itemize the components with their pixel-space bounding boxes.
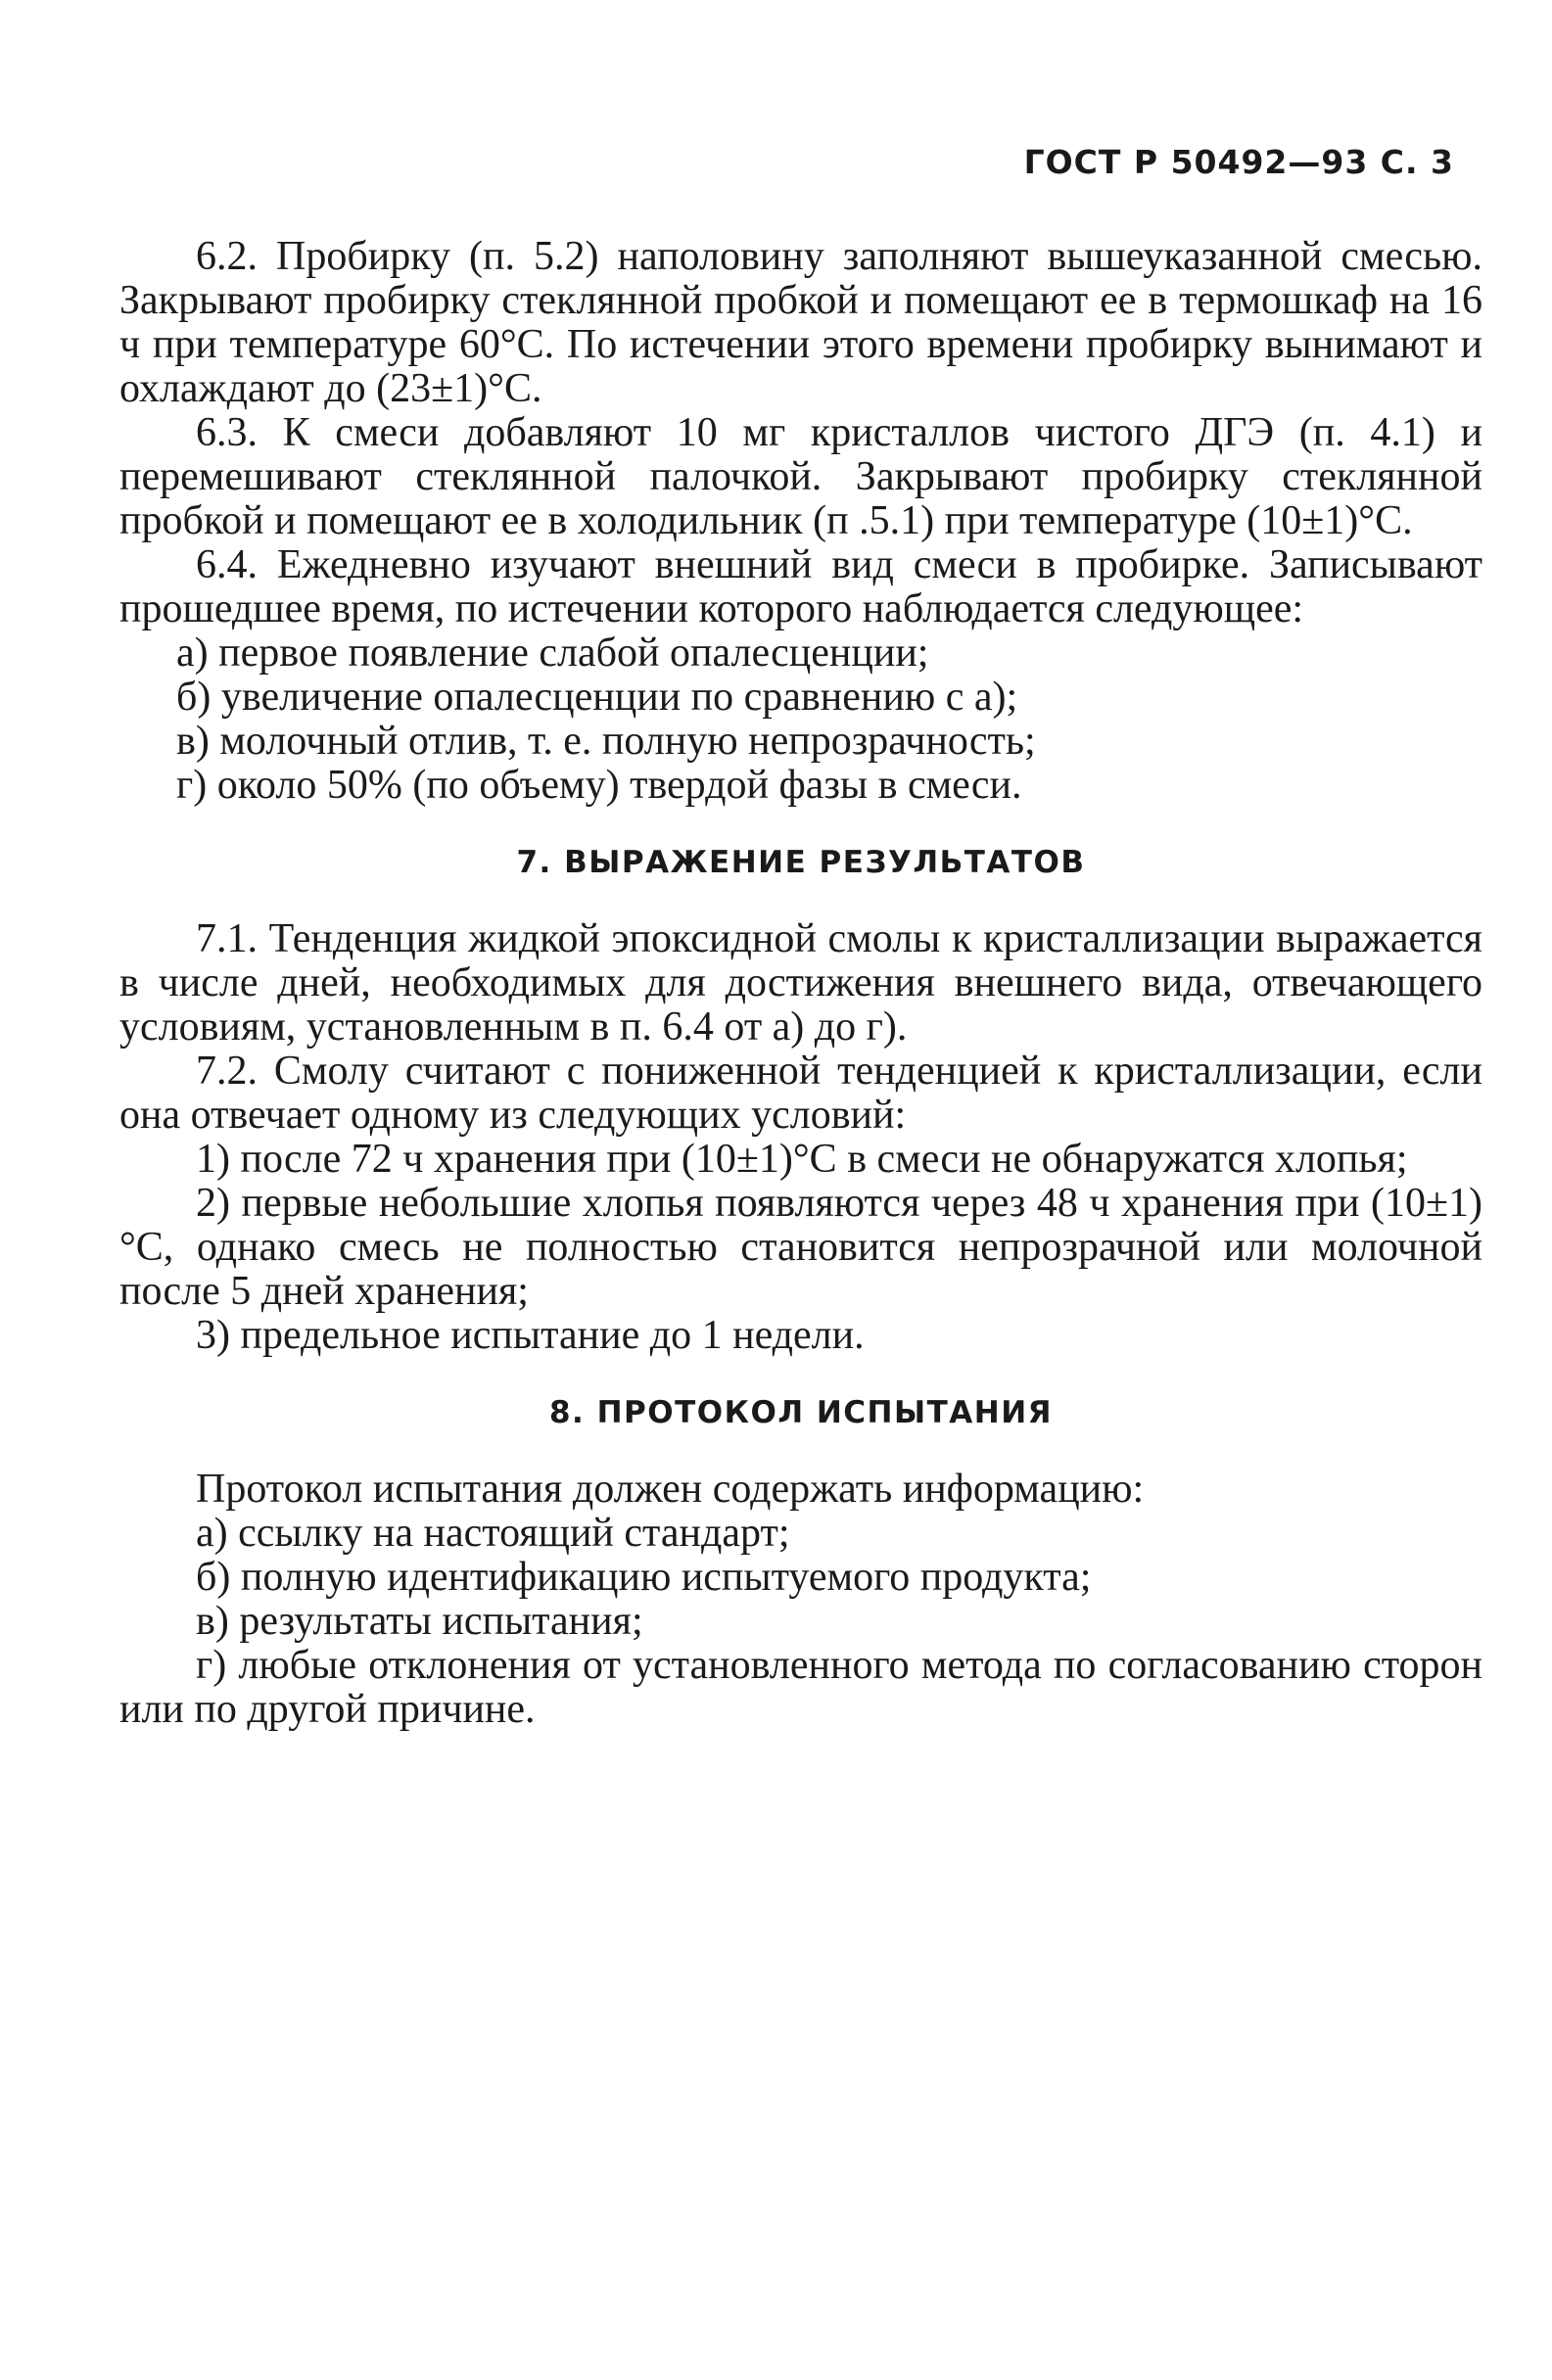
condition-item: 2) первые небольшие хлопья появляются через 48 ч хранения при (10±1)°С, однако смесь не полностью становится непрозрачной или молочной после 5 дней хранения;: [119, 1181, 1482, 1314]
paragraph-6-4: 6.4. Ежедневно изучают внешний вид смеси в пробирке. Записывают прошедшее время, по истечении которого наблюдается следующее:: [119, 542, 1482, 631]
section-heading: 8. ПРОТОКОЛ ИСПЫТАНИЯ: [548, 1395, 1054, 1430]
page-header: ГОСТ Р 50492—93 С. 3: [1023, 143, 1454, 181]
paragraph-6-3: 6.3. К смеси добавляют 10 мг кристаллов чистого ДГЭ (п. 4.1) и перемешивают стеклянной палочкой. Закрывают пробирку стеклянной пробкой и помещают ее в холодильник (п .5.1) при температуре (10±1)°С.: [119, 410, 1482, 543]
paragraph-7-1: 7.1. Тенденция жидкой эпоксидной смолы к кристаллизации выражается в числе дней, необходимых для достижения внешнего вида, отвечающего условиям, установленным в п. 6.4 от а) до г).: [119, 916, 1482, 1050]
condition-item: 1) после 72 ч хранения при (10±1)°С в смеси не обнаружатся хлопья;: [196, 1137, 1408, 1182]
list-item: б) полную идентификацию испытуемого продукта;: [196, 1555, 1092, 1600]
section-6: [119, 235, 1482, 808]
list-item: в) результаты испытания;: [196, 1599, 643, 1644]
condition-item: 3) предельное испытание до 1 недели.: [196, 1313, 865, 1358]
list-item: а) первое появление слабой опалесценции;: [176, 630, 929, 676]
list-item: б) увеличение опалесценции по сравнению с а);: [176, 675, 1018, 720]
paragraph-8-intro: Протокол испытания должен содержать информацию:: [196, 1467, 1145, 1512]
paragraph-6-2: 6.2. Пробирку (п. 5.2) наполовину заполняют вышеуказанной смесью. Закрывают пробирку стеклянной пробкой и помещают ее в термошкаф на 16 ч при температуре 60°С. По истечении этого времени пробирку вынимают и охлаждают до (23±1)°С.: [119, 234, 1482, 411]
document-body: [119, 235, 1482, 1732]
section-8: [119, 1393, 1482, 1732]
list-item: г) около 50% (по объему) твердой фазы в смеси.: [176, 763, 1022, 808]
list-item: а) ссылку на настоящий стандарт;: [196, 1511, 790, 1556]
paragraph-7-2: 7.2. Смолу считают с пониженной тенденцией к кристаллизации, если она отвечает одному из следующих условий:: [119, 1049, 1482, 1138]
section-7: [119, 843, 1482, 1358]
list-item: г) любые отклонения от установленного метода по согласованию сторон или по другой причине.: [119, 1643, 1482, 1732]
list-item: в) молочный отлив, т. е. полную непрозрачность;: [176, 719, 1036, 764]
section-heading: 7. ВЫРАЖЕНИЕ РЕЗУЛЬТАТОВ: [516, 845, 1086, 880]
